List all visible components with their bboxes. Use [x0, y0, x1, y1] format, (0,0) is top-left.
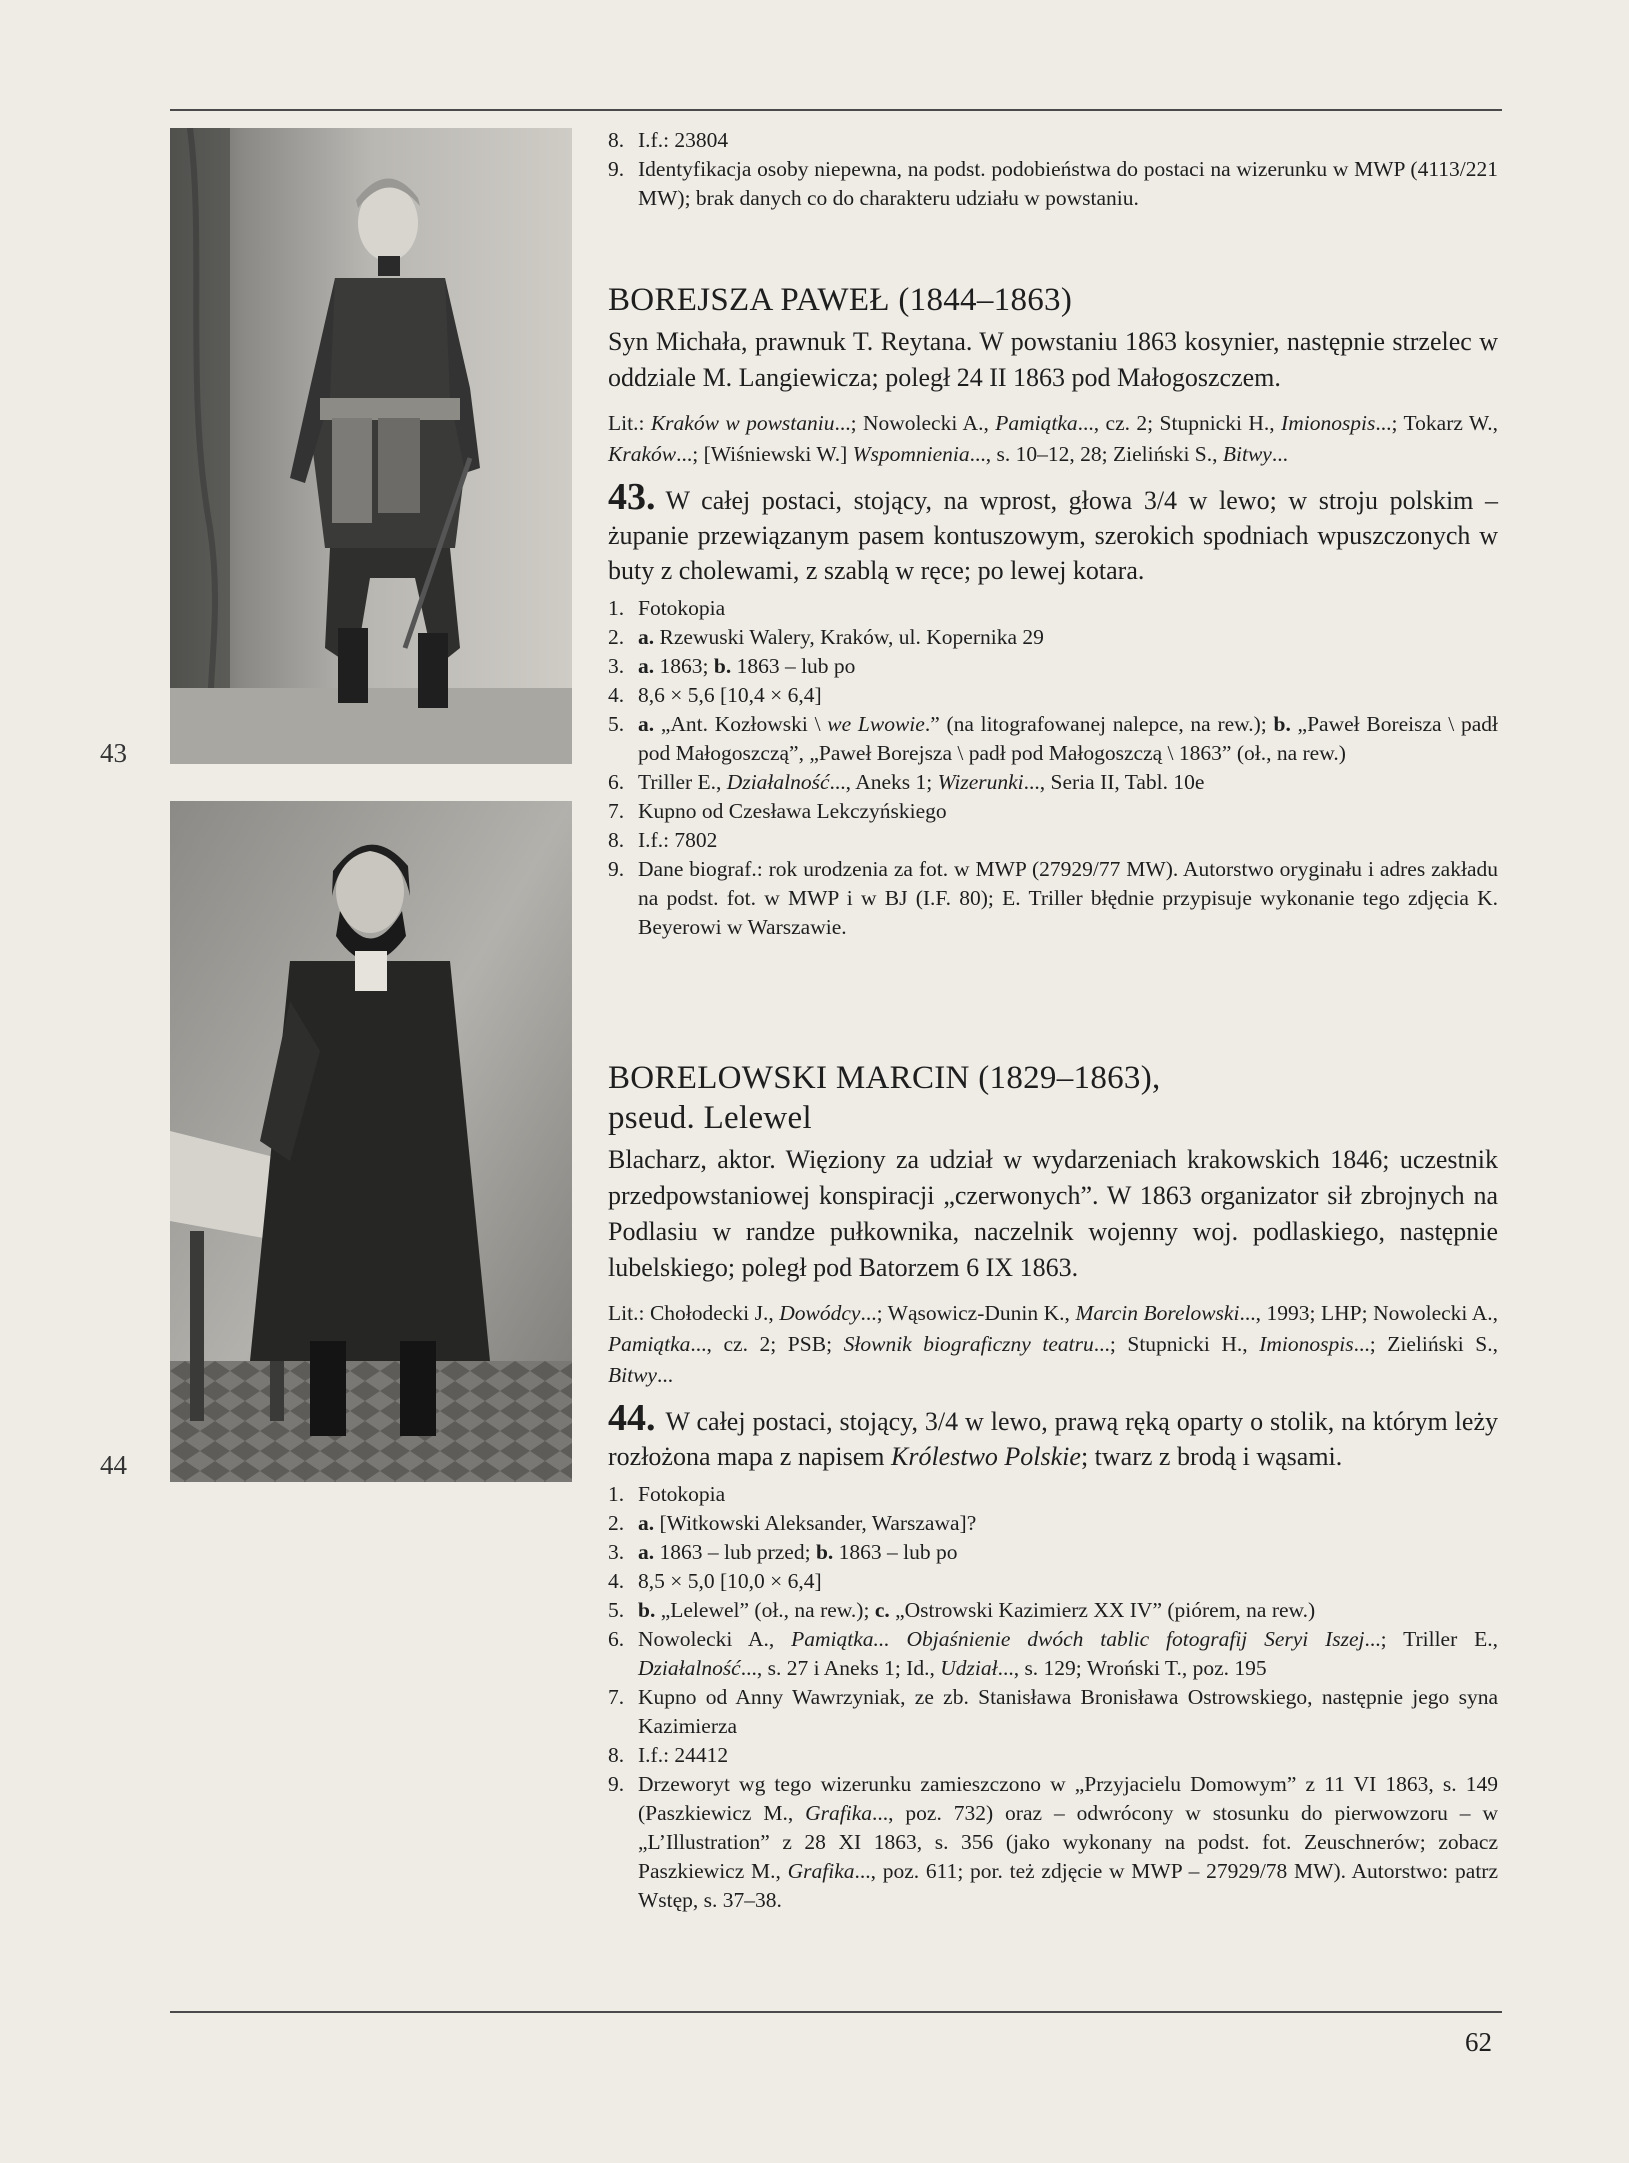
list-item: 1. Fotokopia	[608, 1482, 726, 1506]
top-rule	[170, 109, 1502, 111]
list-item: 4. 8,5 × 5,0 [10,0 × 6,4]	[608, 1569, 822, 1593]
list-item: 5. b. „Lelewel” (oł., na rew.); c. „Ostrowski Kazimierz XX IV” (piórem, na rew.)	[608, 1598, 1316, 1622]
literature: Lit.: Chołodecki J., Dowódcy...; Wąsowicz-Dunin K., Marcin Borelowski..., 1993; LHP; Nowolecki A., Pamiątka..., cz. 2; PSB; Słownik biograficzny teatru...; Stupnicki H., Imionospis...; Zieliński S., Bitwy...	[608, 1301, 1499, 1387]
catalog-description: 43. W całej postaci, stojący, na wprost, głowa 3/4 w lewo; w stroju polskim – żupanie przewiązanym pasem kontuszowym, szerokich spodniach wpuszczonych w buty z cholewami, z szablą w ręce; po lewej kotara.	[608, 476, 1498, 585]
list-item: 7. Kupno od Czesława Lekczyńskiego	[608, 799, 947, 823]
list-item: 2. a. [Witkowski Aleksander, Warszawa]?	[608, 1511, 977, 1535]
list-item: 9. Identyfikacja osoby niepewna, na podst. podobieństwa do postaci na wizerunku w MWP (4113/221 MW); brak danych co do charakteru udziału w powstaniu.	[608, 157, 1498, 210]
catalog-number: 44.	[608, 1397, 656, 1439]
list-item: 7. Kupno od Anny Wawrzyniak, ze zb. Stanisława Bronisława Ostrowskiego, następnie jego syna Kazimierza	[608, 1685, 1498, 1738]
entry-borejsza	[608, 280, 1498, 942]
entry-borelowski	[608, 1058, 1498, 1915]
bottom-rule	[170, 2011, 1502, 2013]
entry-heading: BOREJSZA PAWEŁ (1844–1863)	[608, 282, 1073, 318]
literature: Lit.: Kraków w powstaniu...; Nowolecki A., Pamiątka..., cz. 2; Stupnicki H., Imionospis...; Tokarz W., Kraków...; [Wiśniewski W.] Wspomnienia..., s. 10–12, 28; Zieliński S., Bitwy...	[608, 411, 1498, 466]
entry-biography: Blacharz, aktor. Więziony za udział w wydarzeniach krakowskich 1846; uczestnik przedpowstaniowej konspiracji „czerwonych”. W 1863 organizator sił zbrojnych na Podlasiu w randze pułkownika, naczelnik wojenny woj. podlaskiego, następnie lubelskiego; poległ pod Batorzem 6 IX 1863.	[608, 1145, 1498, 1282]
list-item: 3. a. 1863 – lub przed; b. 1863 – lub po	[608, 1540, 958, 1564]
carryover-block	[608, 126, 1498, 213]
portrait-photo-44	[170, 801, 572, 1482]
list-item: 2. a. Rzewuski Walery, Kraków, ul. Kopernika 29	[608, 625, 1044, 649]
list-item: 8. I.f.: 7802	[608, 828, 718, 852]
catalog-items	[608, 594, 1498, 942]
entry-biography: Syn Michała, prawnuk T. Reytana. W powstaniu 1863 kosynier, następnie strzelec w oddziale M. Langiewicza; poległ 24 II 1863 pod Małogoszczem.	[608, 327, 1498, 392]
list-item: 9. Drzeworyt wg tego wizerunku zamieszczono w „Przyjacielu Domowym” z 11 VI 1863, s. 149 (Paszkiewicz M., Grafika..., poz. 732) oraz – odwrócony w stosunku do pierwowzoru – w „L’Illustration” z 28 XI 1863, s. 356 (jako wykonany na podst. fot. Zeuschnerów; zobacz Paszkiewicz M., Grafika..., poz. 611; por. też zdjęcie w MWP – 27929/78 MW). Autorstwo: patrz Wstęp, s. 37–38.	[608, 1772, 1498, 1912]
list-item: 1. Fotokopia	[608, 596, 726, 620]
list-item: 5. a. „Ant. Kozłowski \ we Lwowie.” (na litografowanej nalepce, na rew.); b. „Paweł Boreisza \ padł pod Małogoszczą”, „Paweł Borejsza \ padł pod Małogoszczą \ 1863” (oł., na rew.)	[608, 712, 1498, 765]
portrait-photo-43	[170, 128, 572, 764]
list-item: 3. a. 1863; b. 1863 – lub po	[608, 654, 856, 678]
entry-subheading: pseud. Lelewel	[608, 1100, 812, 1136]
catalog-description: 44. W całej postaci, stojący, 3/4 w lewo, prawą ręką oparty o stolik, na którym leży rozłożona mapa z napisem Królestwo Polskie; twarz z brodą i wąsami.	[608, 1397, 1498, 1471]
catalog-number: 43.	[608, 476, 656, 518]
figure-label-44: 44	[100, 1450, 127, 1480]
page-number: 62	[1465, 2027, 1492, 2057]
figure-label-43: 43	[100, 738, 127, 768]
list-item: 8. I.f.: 23804	[608, 128, 729, 152]
list-item: 6. Nowolecki A., Pamiątka... Objaśnienie dwóch tablic fotografij Seryi Iszej...; Triller E., Działalność..., s. 27 i Aneks 1; Id., Udział..., s. 129; Wroński T., poz. 195	[608, 1627, 1498, 1680]
list-item: 6. Triller E., Działalność..., Aneks 1; Wizerunki..., Seria II, Tabl. 10e	[608, 770, 1205, 794]
list-item: 4. 8,6 × 5,6 [10,4 × 6,4]	[608, 683, 822, 707]
catalog-items	[608, 1480, 1498, 1915]
list-item: 8. I.f.: 24412	[608, 1743, 729, 1767]
entry-heading: BORELOWSKI MARCIN (1829–1863),	[608, 1060, 1161, 1096]
list-item: 9. Dane biograf.: rok urodzenia za fot. w MWP (27929/77 MW). Autorstwo oryginału i adres zakładu na podst. fot. w MWP i w BJ (I.F. 80); E. Triller błędnie przypisuje wykonanie tego zdjęcia K. Beyerowi w Warszawie.	[608, 857, 1498, 939]
